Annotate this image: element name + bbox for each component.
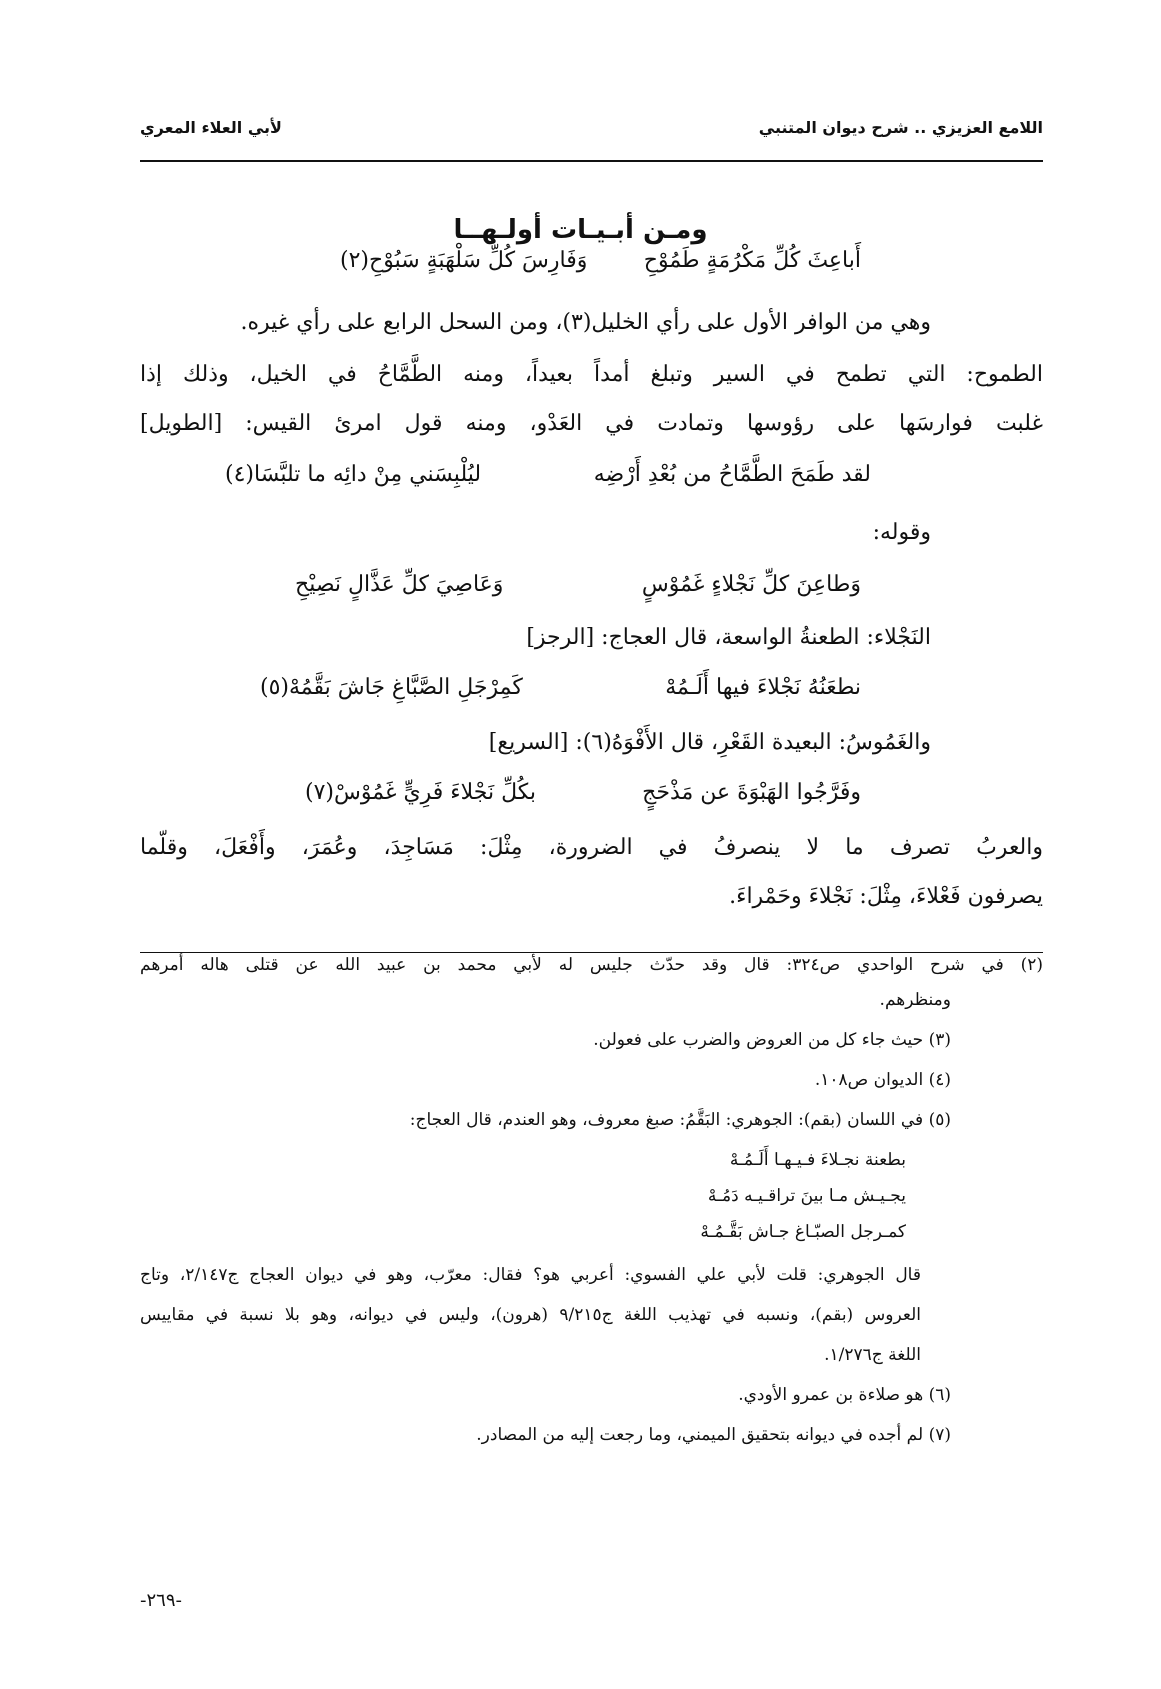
running-header-author: لأبي العلاء المعري	[140, 118, 282, 137]
footnote-2-line1: (٢) في شرح الواحدي ص٣٢٤: قال وقد حدّث جليس له لأبي محمد بن عبيد الله عن قتلى هاله أمرهم	[140, 955, 1043, 975]
paragraph-sarf-line2: يصرفون فَعْلاءَ، مِثْلَ: نَجْلاءَ وحَمْراءَ.	[729, 884, 1043, 909]
verse1-second-hemistich: وَفَارِسَ كُلِّ سَلْهَبَةٍ سَبُوْحِ(٢)	[340, 248, 588, 273]
footnote-5-poem-line3: كمـرجل الصبّـاغ جـاش بَقَّـمُـهْ	[700, 1222, 906, 1242]
verse5-second-hemistich: بكُلِّ نَجْلاءَ فَرِيٍّ غَمُوْسْ(٧)	[305, 780, 537, 805]
paragraph-qawluhu: وقوله:	[872, 520, 931, 545]
paragraph-sarf-line1: والعربُ تصرف ما لا ينصرفُ في الضرورة، مِثْلَ: مَسَاجِدَ، وعُمَرَ، وأَفْعَلَ، وقلّما	[140, 835, 1043, 860]
verse1-first-hemistich: أَباعِثَ كُلِّ مَكْرُمَةٍ طَمُوْحِ	[643, 248, 861, 273]
footnote-7: (٧) لم أجده في ديوانه بتحقيق الميمني، وما رجعت إليه من المصادر.	[476, 1425, 951, 1445]
footnote-4: (٤) الديوان ص١٠٨.	[814, 1070, 951, 1090]
verse3-first-hemistich: وَطاعِنَ كلِّ نَجْلاءٍ غَمُوْسٍ	[641, 572, 861, 597]
verse2-first-hemistich: لقد طَمَحَ الطَّمَّاحُ من بُعْدِ أَرْضِه	[593, 462, 871, 487]
verse2-second-hemistich: ليُلْبِسَني مِنْ دائِه ما تلبَّسَا(٤)	[225, 462, 482, 487]
footnote-5-poem-line1: بطعنة نجـلاءَ فـيـهـا أَلَـمُـهْ	[729, 1150, 906, 1170]
running-header-title: اللامع العزيزي .. شرح ديوان المتنبي	[758, 118, 1043, 137]
footnote-6: (٦) هو صلاءة بن عمرو الأودي.	[738, 1385, 951, 1405]
page-number: -٢٦٩-	[140, 1590, 183, 1611]
paragraph-najla: النَجْلاء: الطعنةُ الواسعة، قال العجاج: [الرجز]	[526, 625, 931, 650]
verse5-first-hemistich: وفَرَّجُوا الهَبْوَةَ عن مَذْحَجٍ	[642, 780, 861, 805]
paragraph-tumuh-line1: الطموح: التي تطمح في السير وتبلغ أمداً بعيداً، ومنه الطَّمَّاحُ في الخيل، وذلك إذا	[140, 362, 1043, 387]
section-title: ومـن أبـيـات أولـهــا	[453, 215, 708, 245]
footnote-5-cont-line3: اللغة ج١/٢٧٦.	[824, 1345, 921, 1365]
header-rule	[140, 160, 1043, 162]
footnote-rule	[140, 952, 1043, 953]
footnote-3: (٣) حيث جاء كل من العروض والضرب على فعولن.	[593, 1030, 951, 1050]
paragraph-tumuh-line2: غلبت فوارسَها على رؤوسها وتمادت في العَدْو، ومنه قول امرئ القيس: [الطويل]	[140, 411, 1043, 436]
footnote-5-poem-line2: يجـيـش مـا بينَ تراقـيـه دَمُـهْ	[707, 1186, 906, 1206]
footnote-5: (٥) في اللسان (بقم): الجوهري: البَقَّمُ: صبغ معروف، وهو العندم، قال العجاج:	[409, 1110, 951, 1130]
footnote-5-cont-line1: قال الجوهري: قلت لأبي علي الفسوي: أعربي هو؟ فقال: معرّب، وهو في ديوان العجاج ج٢/١٤٧، وتاج	[140, 1265, 921, 1285]
verse4-first-hemistich: نطعَنُهُ نَجْلاءَ فيها أَلَـمُهْ	[665, 675, 861, 700]
verse4-second-hemistich: كَمِرْجَلِ الصَّبَّاغِ جَاشَ بَقَّمُهْ(٥)	[260, 675, 523, 700]
paragraph-ghamus: والغَمُوسُ: البعيدة القَعْرِ، قال الأَفْوَهُ(٦): [السريع]	[488, 730, 931, 755]
paragraph-meter: وهي من الوافر الأول على رأي الخليل(٣)، ومن السحل الرابع على رأي غيره.	[240, 310, 931, 335]
footnote-2-line2: ومنظرهم.	[879, 990, 951, 1010]
footnote-5-cont-line2: العروس (بقم)، ونسبه في تهذيب اللغة ج٩/٢١٥ (هرون)، وليس في ديوانه، وهو بلا نسبة في مقاييس	[140, 1305, 921, 1325]
verse3-second-hemistich: وَعَاصِيَ كلِّ عَذَّالٍ نَصِيْحِ	[295, 572, 504, 597]
